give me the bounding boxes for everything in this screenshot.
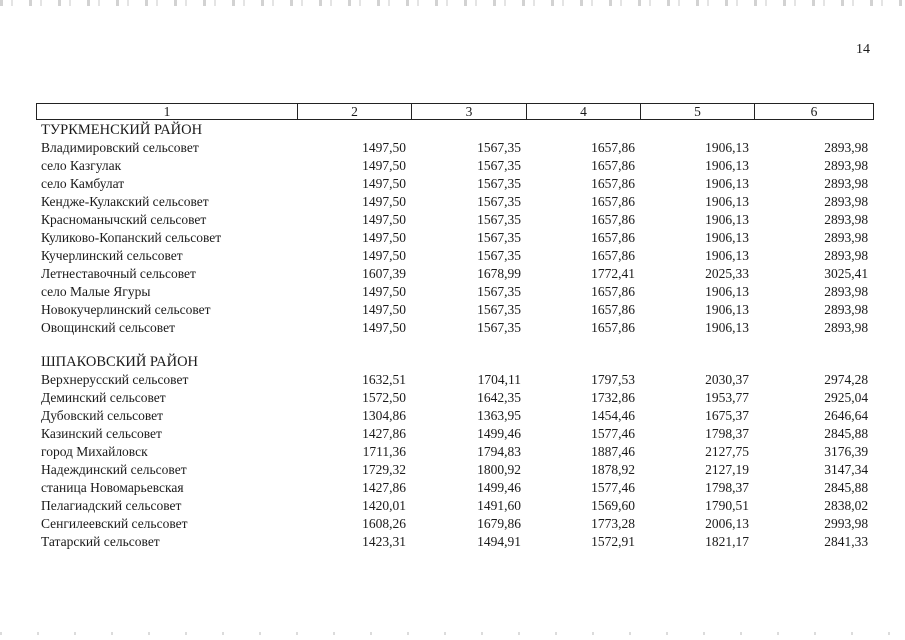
value-cell-col4: 1657,86 bbox=[591, 194, 635, 209]
value-cell-col2: 1497,50 bbox=[362, 302, 406, 317]
table-row bbox=[36, 389, 873, 407]
value-cell-col4: 1657,86 bbox=[591, 176, 635, 191]
value-cell-col2: 1729,32 bbox=[362, 462, 406, 477]
table-row bbox=[36, 443, 873, 461]
value-cell-col2: 1427,86 bbox=[362, 480, 406, 495]
value-cell-col2: 1497,50 bbox=[362, 176, 406, 191]
value-cell-col2: 1632,51 bbox=[362, 372, 406, 387]
value-cell-col4: 1887,46 bbox=[591, 444, 635, 459]
value-cell-col5: 1906,13 bbox=[705, 302, 749, 317]
value-cell-col5: 2030,37 bbox=[705, 372, 749, 387]
value-cell-col2: 1497,50 bbox=[362, 230, 406, 245]
table-row bbox=[36, 139, 873, 157]
value-cell-col6: 2893,98 bbox=[824, 158, 869, 173]
value-cell-col5: 1906,13 bbox=[705, 230, 749, 245]
table-row bbox=[36, 157, 873, 175]
value-cell-col4: 1657,86 bbox=[591, 302, 635, 317]
value-cell-col5: 1906,13 bbox=[705, 158, 749, 173]
value-cell-col3: 1704,11 bbox=[477, 372, 521, 387]
column-header-1: 1 bbox=[37, 104, 298, 120]
value-cell-col5: 1906,13 bbox=[705, 284, 749, 299]
value-cell-col4: 1572,91 bbox=[591, 534, 635, 549]
district-header-row bbox=[36, 353, 873, 371]
value-cell-col2: 1497,50 bbox=[362, 212, 406, 227]
table-row bbox=[36, 229, 873, 247]
table-row bbox=[36, 319, 873, 337]
value-cell-col6: 2893,98 bbox=[824, 320, 869, 335]
value-cell-col3: 1567,35 bbox=[477, 320, 521, 335]
value-cell-col5: 2127,75 bbox=[705, 444, 749, 459]
value-cell-col2: 1608,26 bbox=[362, 516, 406, 531]
data-table bbox=[36, 121, 873, 551]
settlement-name: Деминский сельсовет bbox=[41, 390, 166, 405]
column-header-6: 6 bbox=[755, 104, 874, 120]
value-cell-col4: 1454,46 bbox=[591, 408, 635, 423]
district-header-row bbox=[36, 121, 873, 139]
settlement-name: Надеждинский сельсовет bbox=[41, 462, 187, 477]
value-cell-col5: 1798,37 bbox=[705, 480, 749, 495]
settlement-name: Верхнерусский сельсовет bbox=[41, 372, 189, 387]
table-row bbox=[36, 533, 873, 551]
value-cell-col6: 2845,88 bbox=[824, 426, 869, 441]
scan-noise-bottom bbox=[0, 632, 905, 635]
column-header-2: 2 bbox=[298, 104, 412, 120]
value-cell-col6: 2893,98 bbox=[824, 194, 869, 209]
table-row bbox=[36, 247, 873, 265]
value-cell-col3: 1679,86 bbox=[477, 516, 521, 531]
value-cell-col5: 1906,13 bbox=[705, 194, 749, 209]
value-cell-col3: 1499,46 bbox=[477, 426, 521, 441]
settlement-name: Казинский сельсовет bbox=[41, 426, 162, 441]
value-cell-col4: 1657,86 bbox=[591, 320, 635, 335]
value-cell-col2: 1420,01 bbox=[362, 498, 406, 513]
value-cell-col3: 1567,35 bbox=[477, 194, 521, 209]
value-cell-col6: 2838,02 bbox=[824, 498, 869, 513]
column-number-row bbox=[37, 104, 874, 120]
value-cell-col6: 2893,98 bbox=[824, 302, 869, 317]
table-row bbox=[36, 301, 873, 319]
value-cell-col3: 1499,46 bbox=[477, 480, 521, 495]
value-cell-col5: 2025,33 bbox=[705, 266, 749, 281]
table-row bbox=[36, 211, 873, 229]
settlement-name: Дубовский сельсовет bbox=[41, 408, 164, 423]
value-cell-col4: 1657,86 bbox=[591, 284, 635, 299]
value-cell-col3: 1678,99 bbox=[477, 266, 521, 281]
settlement-name: Летнеставочный сельсовет bbox=[41, 266, 196, 281]
table-row bbox=[36, 479, 873, 497]
district-title: ТУРКМЕНСКИЙ РАЙОН bbox=[41, 122, 203, 138]
settlement-name: город Михайловск bbox=[41, 444, 148, 459]
value-cell-col6: 2841,33 bbox=[824, 534, 869, 549]
district-title: ШПАКОВСКИЙ РАЙОН bbox=[41, 354, 199, 370]
value-cell-col2: 1427,86 bbox=[362, 426, 406, 441]
value-cell-col6: 2893,98 bbox=[824, 230, 869, 245]
value-cell-col6: 2845,88 bbox=[824, 480, 869, 495]
value-cell-col5: 1906,13 bbox=[705, 176, 749, 191]
settlement-name: Кендже-Кулакский сельсовет bbox=[41, 194, 209, 209]
value-cell-col3: 1567,35 bbox=[477, 158, 521, 173]
value-cell-col2: 1497,50 bbox=[362, 248, 406, 263]
table-row bbox=[36, 283, 873, 301]
table-row bbox=[36, 407, 873, 425]
value-cell-col4: 1732,86 bbox=[591, 390, 635, 405]
value-cell-col4: 1657,86 bbox=[591, 248, 635, 263]
value-cell-col5: 1906,13 bbox=[705, 248, 749, 263]
value-cell-col5: 2006,13 bbox=[705, 516, 749, 531]
value-cell-col3: 1363,95 bbox=[477, 408, 521, 423]
value-cell-col3: 1800,92 bbox=[477, 462, 521, 477]
value-cell-col2: 1304,86 bbox=[362, 408, 406, 423]
value-cell-col2: 1497,50 bbox=[362, 158, 406, 173]
settlement-name: Пелагиадский сельсовет bbox=[41, 498, 182, 513]
value-cell-col4: 1772,41 bbox=[591, 266, 635, 281]
value-cell-col3: 1494,91 bbox=[477, 534, 521, 549]
value-cell-col6: 2974,28 bbox=[824, 372, 869, 387]
settlement-name: село Казгулак bbox=[41, 158, 122, 173]
value-cell-col3: 1794,83 bbox=[477, 444, 521, 459]
value-cell-col6: 2893,98 bbox=[824, 248, 869, 263]
table-row bbox=[36, 193, 873, 211]
value-cell-col2: 1711,36 bbox=[362, 444, 406, 459]
value-cell-col5: 1906,13 bbox=[705, 212, 749, 227]
value-cell-col3: 1567,35 bbox=[477, 212, 521, 227]
table-row bbox=[36, 425, 873, 443]
value-cell-col5: 1906,13 bbox=[705, 320, 749, 335]
value-cell-col6: 3025,41 bbox=[824, 266, 869, 281]
table-row bbox=[36, 265, 873, 283]
value-cell-col5: 1906,13 bbox=[705, 140, 749, 155]
settlement-name: Овощинский сельсовет bbox=[41, 320, 175, 335]
value-cell-col4: 1569,60 bbox=[591, 498, 635, 513]
settlement-name: Владимировский сельсовет bbox=[41, 140, 199, 155]
value-cell-col5: 2127,19 bbox=[705, 462, 749, 477]
value-cell-col2: 1423,31 bbox=[362, 534, 406, 549]
settlement-name: Новокучерлинский сельсовет bbox=[41, 302, 211, 317]
value-cell-col3: 1567,35 bbox=[477, 302, 521, 317]
value-cell-col5: 1790,51 bbox=[705, 498, 749, 513]
settlement-name: село Малые Ягуры bbox=[41, 284, 151, 299]
value-cell-col3: 1491,60 bbox=[477, 498, 521, 513]
settlement-name: село Камбулат bbox=[41, 176, 125, 191]
value-cell-col6: 2925,04 bbox=[824, 390, 869, 405]
value-cell-col3: 1567,35 bbox=[477, 176, 521, 191]
value-cell-col6: 2893,98 bbox=[824, 284, 869, 299]
value-cell-col5: 1675,37 bbox=[705, 408, 749, 423]
value-cell-col2: 1497,50 bbox=[362, 284, 406, 299]
value-cell-col4: 1657,86 bbox=[591, 140, 635, 155]
column-header-4: 4 bbox=[527, 104, 641, 120]
value-cell-col5: 1821,17 bbox=[705, 534, 749, 549]
value-cell-col4: 1878,92 bbox=[591, 462, 635, 477]
value-cell-col2: 1497,50 bbox=[362, 140, 406, 155]
table-row bbox=[36, 371, 873, 389]
value-cell-col6: 2893,98 bbox=[824, 176, 869, 191]
settlement-name: Кучерлинский сельсовет bbox=[41, 248, 183, 263]
settlement-name: Куликово-Копанский сельсовет bbox=[41, 230, 222, 245]
value-cell-col6: 2646,64 bbox=[824, 408, 869, 423]
value-cell-col6: 3176,39 bbox=[824, 444, 869, 459]
settlement-name: станица Новомарьевская bbox=[41, 480, 184, 495]
value-cell-col3: 1567,35 bbox=[477, 248, 521, 263]
table-row bbox=[36, 461, 873, 479]
value-cell-col4: 1577,46 bbox=[591, 426, 635, 441]
value-cell-col5: 1798,37 bbox=[705, 426, 749, 441]
value-cell-col6: 3147,34 bbox=[824, 462, 869, 477]
value-cell-col4: 1797,53 bbox=[591, 372, 635, 387]
value-cell-col3: 1567,35 bbox=[477, 140, 521, 155]
value-cell-col3: 1567,35 bbox=[477, 284, 521, 299]
value-cell-col6: 2993,98 bbox=[824, 516, 869, 531]
value-cell-col2: 1607,39 bbox=[362, 266, 406, 281]
value-cell-col5: 1953,77 bbox=[705, 390, 749, 405]
value-cell-col4: 1577,46 bbox=[591, 480, 635, 495]
value-cell-col3: 1567,35 bbox=[477, 230, 521, 245]
column-header-table bbox=[36, 103, 874, 120]
value-cell-col2: 1497,50 bbox=[362, 320, 406, 335]
value-cell-col2: 1497,50 bbox=[362, 194, 406, 209]
settlement-name: Татарский сельсовет bbox=[41, 534, 160, 549]
page-number: 14 bbox=[856, 42, 870, 57]
scan-noise-top bbox=[0, 0, 905, 6]
value-cell-col6: 2893,98 bbox=[824, 212, 869, 227]
value-cell-col4: 1773,28 bbox=[591, 516, 635, 531]
table-row bbox=[36, 515, 873, 533]
settlement-name: Красноманычский сельсовет bbox=[41, 212, 207, 227]
column-header-5: 5 bbox=[641, 104, 755, 120]
table-row bbox=[36, 497, 873, 515]
table-row bbox=[36, 175, 873, 193]
column-header-3: 3 bbox=[412, 104, 527, 120]
value-cell-col3: 1642,35 bbox=[477, 390, 521, 405]
section-spacer bbox=[36, 337, 873, 353]
settlement-name: Сенгилеевский сельсовет bbox=[41, 516, 188, 531]
value-cell-col4: 1657,86 bbox=[591, 230, 635, 245]
value-cell-col2: 1572,50 bbox=[362, 390, 406, 405]
value-cell-col6: 2893,98 bbox=[824, 140, 869, 155]
value-cell-col4: 1657,86 bbox=[591, 158, 635, 173]
value-cell-col4: 1657,86 bbox=[591, 212, 635, 227]
